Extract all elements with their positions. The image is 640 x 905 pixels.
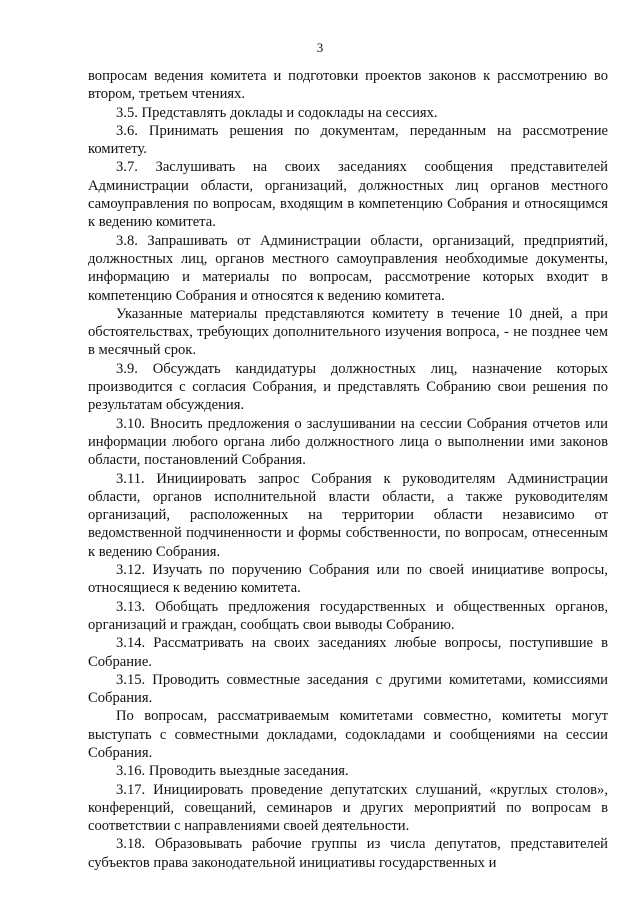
paragraph-3-6: 3.6. Принимать решения по документам, переданным на рассмотрение комитету. xyxy=(88,122,608,158)
paragraph-3-10: 3.10. Вносить предложения о заслушивании на сессии Собрания отчетов или информации любого органа либо должностного лица о выполнении ими законов области, постановлений Собрания. xyxy=(88,415,608,469)
paragraph-3-7: 3.7. Заслушивать на своих заседаниях сообщения представителей Администрации области, организаций, должностных лиц органов местного самоуправления по вопросам, входящим в компетенцию Собрания и относящимся к ведению комитета. xyxy=(88,159,608,231)
paragraph-3-11: 3.11. Инициировать запрос Собрания к руководителям Администрации области, органов исполнительной власти области, а также руководителям организаций, расположенных на территории области независимо от ведомственной подчиненности и формы собственности, по вопросам, отнесенным к ведению Собрания. xyxy=(88,470,608,560)
paragraph-3-17: 3.17. Инициировать проведение депутатских слушаний, «круглых столов», конференций, совещаний, семинаров и других мероприятий по вопросам в соответствии с направлениями своей деятельности. xyxy=(88,781,608,835)
document-body xyxy=(88,67,608,872)
paragraph-3-15: 3.15. Проводить совместные заседания с другими комитетами, комиссиями Собрания. xyxy=(88,671,608,707)
paragraph-3-5: 3.5. Представлять доклады и содоклады на сессиях. xyxy=(116,104,438,121)
paragraph-3-8-note: Указанные материалы представляются комитету в течение 10 дней, а при обстоятельствах, требующих дополнительного изучения вопроса, - не позднее чем в месячный срок. xyxy=(88,305,608,359)
paragraph-continuation: вопросам ведения комитета и подготовки проектов законов к рассмотрению во втором, третьем чтениях. xyxy=(88,68,608,103)
paragraph-3-12: 3.12. Изучать по поручению Собрания или по своей инициативе вопросы, относящиеся к ведению комитета. xyxy=(88,562,608,597)
paragraph-3-18: 3.18. Образовывать рабочие группы из числа депутатов, представителей субъектов права законодательной инициативы государственных и xyxy=(88,836,608,871)
page-number: 3 xyxy=(316,40,324,55)
paragraph-3-14: 3.14. Рассматривать на своих заседаниях любые вопросы, поступившие в Собрание. xyxy=(88,635,608,670)
paragraph-3-13: 3.13. Обобщать предложения государственных и общественных органов, организаций и граждан, сообщать свои выводы Собранию. xyxy=(88,598,608,633)
paragraph-3-16: 3.16. Проводить выездные заседания. xyxy=(116,763,349,780)
paragraph-3-8: 3.8. Запрашивать от Администрации области, организаций, предприятий, должностных лиц, органов местного самоуправления необходимые документы, информацию и материалы по вопросам, рассмотрение которых входит в компетенцию Собрания и относятся к ведению комитета. xyxy=(88,232,608,304)
paragraph-3-9: 3.9. Обсуждать кандидатуры должностных лиц, назначение которых производится с согласия Собрания, и представлять Собранию свои решения по результатам обсуждения. xyxy=(88,360,608,414)
paragraph-3-15-note: По вопросам, рассматриваемым комитетами совместно, комитеты могут выступать с совместными докладами, содокладами и сообщениями на сессии Собрания. xyxy=(88,708,608,761)
